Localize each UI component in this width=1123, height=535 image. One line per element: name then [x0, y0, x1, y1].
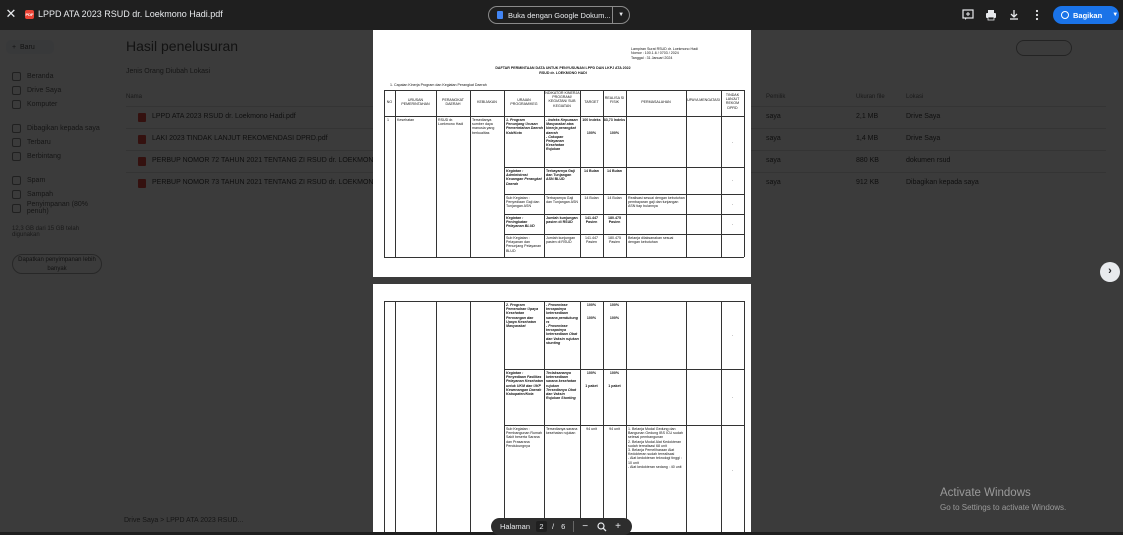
add-comment-icon[interactable] [961, 8, 975, 22]
cell-realisasi: 180.475 Pasien [608, 236, 621, 245]
cell-no: 1 [387, 118, 389, 122]
cell-realisasi: 100% 100% [609, 303, 620, 320]
cell-realisasi: 14 Bulan [607, 196, 622, 200]
share-button[interactable]: Bagikan ▼ [1053, 6, 1119, 24]
cell-target: 141.447 Pasien [585, 236, 598, 245]
zoom-in-button[interactable]: + [615, 520, 621, 532]
pdf-page-2 [373, 284, 751, 532]
cell-target: 94 unit [586, 427, 597, 431]
activate-windows-title: Activate Windows [940, 487, 1031, 499]
col-header: TINDAK LANJUT REKOM DPRD [725, 93, 740, 110]
nomor-line: Nomor : 100.1.6 / 0703 / 2024 [631, 51, 679, 55]
page-label: Halaman [500, 522, 531, 531]
pdf-icon: PDF [25, 12, 34, 17]
current-page-input[interactable]: 2 [536, 521, 547, 532]
cell-indikator: Jumlah kunjungan pasien di RSUD [546, 236, 576, 245]
cell-uraian: 1. Program Penunjang Urusan Pemerintahan Daerah Kab/Kota [506, 118, 543, 135]
col-header: NO [386, 100, 393, 104]
col-header: UPAYA MENGATASI [687, 98, 720, 102]
cell-permasalahan: Belanja dilaksanakan sesuai dengan kebutuhan [628, 236, 674, 245]
cell-realisasi: 83,73 Indeks 100% [603, 118, 626, 135]
open-with-button[interactable] [488, 6, 630, 24]
section-heading: 1. Capaian Kinerja Program dan Kegiatan Perangkat Daerah [390, 83, 487, 87]
cell-tindak-lanjut: - [731, 395, 734, 399]
cell-indikator: Terbayarnya Gaji dan Tunjangan ASN BLUD [546, 169, 575, 182]
col-header: REALISA SI FISIK [604, 96, 625, 105]
cell-tindak-lanjut: - [731, 202, 734, 206]
cell-urusan: Kesehatan [397, 118, 415, 122]
cell-realisasi: 14 Bulan [607, 169, 622, 173]
total-pages: 6 [561, 522, 566, 531]
cell-target: 100% 100% [586, 303, 597, 320]
chevron-down-icon[interactable]: ▼ [618, 12, 625, 18]
cell-kebijakan: Tersedianya sumber daya manusia yang berkualitas [472, 118, 495, 135]
cell-indikator: - Indeks Kepuasan Masyarakat atas kinerja perangkat daerah - Cakupan Pelayanan Kesehatan Rujukan [546, 118, 578, 152]
cell-realisasi: 94 unit [609, 427, 620, 431]
next-file-arrow-icon[interactable]: › [1100, 262, 1120, 282]
close-icon[interactable]: ✕ [5, 6, 17, 21]
cell-tindak-lanjut: - [731, 222, 734, 226]
col-header: TARGET [584, 100, 599, 104]
cell-tindak-lanjut: - [731, 468, 734, 472]
cell-uraian: Sub Kegiatan : Pembangunan Rumah Sakit beserta Sarana dan Prasarana Pendukungnya [506, 427, 542, 448]
cell-tindak-lanjut: - [731, 178, 734, 182]
download-icon[interactable] [1007, 8, 1021, 22]
col-header: KEBIJAKAN [477, 100, 497, 104]
col-header: PERMASALAHAN [641, 100, 671, 104]
cell-tindak-lanjut: - [731, 140, 734, 144]
page-separator: / [552, 522, 555, 531]
cell-tindak-lanjut: - [731, 333, 734, 337]
doc-title-line1: DAFTAR PERMINTAAN DATA UNTUK PENYUSUNAN LPPD DAN LKPJ ATA 2022 [495, 66, 631, 70]
globe-icon [1061, 11, 1069, 19]
cell-uraian: Sub Kegiatan : Pelayanan dan Penunjang Pelayanan BLUD [506, 236, 542, 253]
cell-indikator: Jumlah kunjungan pasien di RSUD [546, 216, 578, 225]
zoom-out-button[interactable]: − [582, 520, 589, 532]
col-header: PERANGKAT DAERAH [442, 98, 464, 107]
cell-uraian: 2. Program Pemenuhan Upaya Kesehatan Perorangan dan Upaya Kesehatan Masyarakat [506, 303, 539, 329]
cell-target: 100 Indeks 100% [582, 118, 601, 135]
activate-windows-subtitle: Go to Settings to activate Windows. [940, 503, 1067, 512]
cell-indikator: Terlaksananya ketersediaan sarana kesehatan rujukan Tersedianya Obat dan Vaksin Rujukan Stunting [546, 371, 577, 401]
cell-uraian: Kegiatan : Peningkatan Pelayanan BLUD [506, 216, 535, 229]
cell-target: 141.447 Pasien [585, 216, 598, 225]
divider [573, 521, 574, 532]
doc-title-line2: RSUD dr. LOEKMONO HADI [539, 71, 587, 75]
col-header: INDIKATOR KINERJA PROGRAM/ KEGIATAN/ SUB KEGIATAN [544, 91, 580, 108]
page-navigator [491, 518, 632, 535]
viewer-topbar [0, 0, 1123, 30]
cell-target: 100% 1 paket [585, 371, 598, 388]
cell-perangkat: RSUD dr. Loekmono Hadi [438, 118, 464, 127]
cell-target: 14 Bulan [584, 169, 599, 173]
cell-indikator: Tersedianya sarana kesehatan rujukan [546, 427, 578, 436]
cell-uraian: Kegiatan : Penyediaan Fasilitas Pelayanan Kesehatan untuk UKM dan UKP Kewenangan Daerah Kabupaten/Kota [506, 371, 543, 397]
print-icon[interactable] [984, 8, 998, 22]
cell-realisasi: 100% 1 paket [608, 371, 621, 388]
pdf-page-1 [373, 30, 751, 277]
tanggal-line: Tanggal : 31 Januari 2024 [631, 56, 673, 60]
col-header: URAIAN PROGRAM/KEG [510, 98, 538, 107]
open-with-google-docs[interactable]: Buka dengan Google Dokum... [489, 7, 612, 23]
chevron-down-icon[interactable]: ▼ [1112, 12, 1119, 18]
cell-permasalahan: Realisasi sesuai dengan kebutuhan pembayaran gaji dan tunjangan ASN tiap bulannya [628, 196, 685, 209]
cell-permasalahan: 1. Belanja Modal Gedung dan Bangunan Gedung IBS ICU sudah selesai pembangunan 2. Belanja Modal Alat Kedokteran sudah terealisasi 68 unit 3. Belanja Pemeliharaan Alat Kedokteran sudah terealisasi - Alat kedokteran teknologi tinggi : 10 unit - Alat kedokteran sedang : 40 unit [628, 427, 683, 469]
cell-uraian: Kegiatan : Administrasi Keuangan Perangkat Daerah [506, 169, 542, 186]
col-header: URUSAN PEMERINTAHAN [401, 98, 430, 107]
lampiran-line: Lampiran Surat RSUD dr. Loekmono Hadi [631, 47, 698, 51]
zoom-icon[interactable] [597, 522, 607, 532]
cell-target: 14 Bulan [584, 196, 599, 200]
cell-uraian: Sub Kegiatan : Penyediaan Gaji dan Tunjangan ASN [506, 196, 540, 209]
cell-realisasi: 180.475 Pasien [608, 216, 621, 225]
more-options-icon[interactable] [1030, 8, 1044, 22]
cell-indikator: - Prosentase tercapainya ketersediaan sarana pendukung rs - Prosentase tercapainya ketersediaan Obat dan Vaksin rujukan stunting [546, 303, 579, 345]
document-title: LPPD ATA 2023 RSUD dr. Loekmono Hadi.pdf [38, 9, 223, 19]
cell-indikator: Terbayarnya Gaji dan Tunjangan ASN [546, 196, 578, 205]
google-docs-icon [497, 11, 503, 19]
